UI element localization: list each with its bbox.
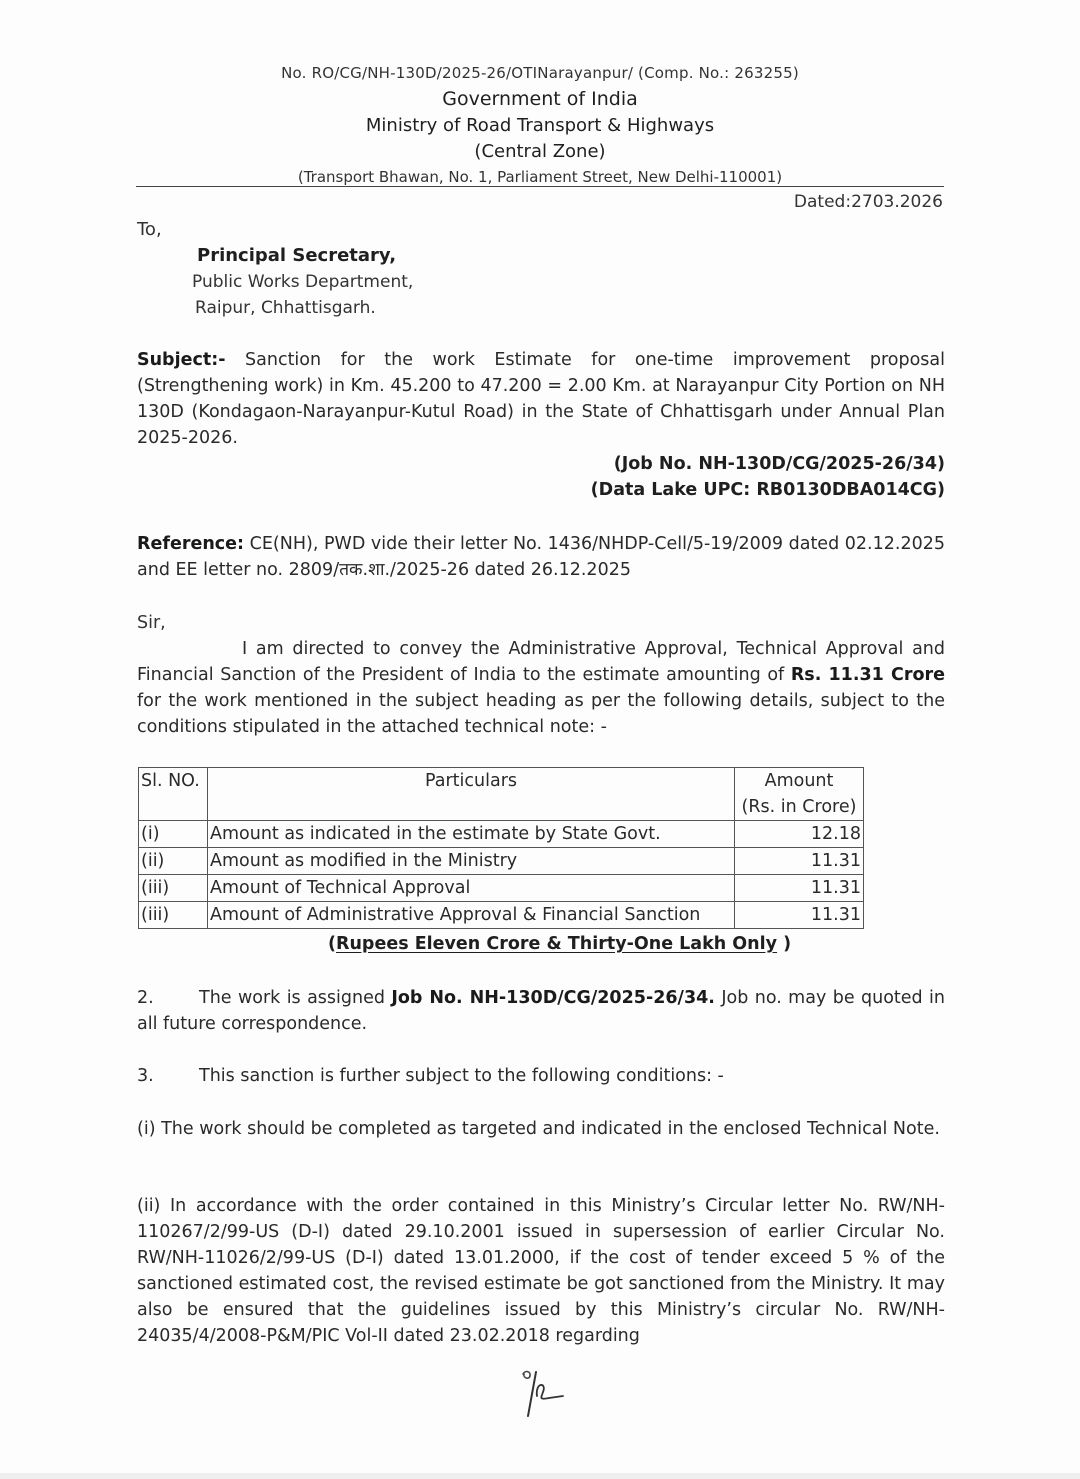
header-sl-no: Sl. NO. bbox=[139, 768, 208, 821]
paragraph-3-number: 3. bbox=[137, 1066, 154, 1086]
subject-data-lake-upc: (Data Lake UPC: RB0130DBA014CG) bbox=[590, 480, 945, 500]
subject-paragraph bbox=[137, 347, 945, 451]
header-zone: (Central Zone) bbox=[474, 141, 606, 162]
subject-text: Sanction for the work Estimate for one-time improvement proposal (Strengthening work) in Km. 45.200 to 47.200 = 2.00 Km. at Narayanpur City Portion on NH 130D (Kondagaon-Narayanpur-Kutul Road) in the State of Chhattisgarh under Annual Plan 2025-2026. bbox=[137, 350, 945, 448]
row-amount: 11.31 bbox=[735, 875, 864, 902]
row-sl-no: (iii) bbox=[139, 875, 208, 902]
paragraph-2-number: 2. bbox=[137, 988, 154, 1008]
table-header-row bbox=[139, 768, 864, 821]
salutation: Sir, bbox=[137, 613, 166, 633]
paragraph-2-before: The work is assigned bbox=[199, 988, 392, 1008]
amount-words-open: ( bbox=[328, 934, 336, 954]
table-row bbox=[139, 821, 864, 848]
row-sl-no: (ii) bbox=[139, 848, 208, 875]
header-particulars: Particulars bbox=[208, 768, 735, 821]
subject-job-number: (Job No. NH-130D/CG/2025-26/34) bbox=[613, 454, 945, 474]
to-label: To, bbox=[137, 219, 162, 240]
header-amount-line1: Amount bbox=[764, 771, 834, 791]
amount-words-text: Rupees Eleven Crore & Thirty-One Lakh Only bbox=[336, 934, 778, 954]
reference-text: CE(NH), PWD vide their letter No. 1436/NHDP-Cell/5-19/2009 dated 02.12.2025 and EE letter no. 2809/तक.शा./2025-26 dated 26.12.2025 bbox=[137, 534, 945, 580]
table-row bbox=[139, 902, 864, 929]
paragraph-2 bbox=[137, 985, 945, 1037]
paragraph-3 bbox=[137, 1063, 945, 1089]
header-amount bbox=[735, 768, 864, 821]
reference-paragraph bbox=[137, 531, 945, 583]
body-intro-after: for the work mentioned in the subject heading as per the following details, subject to the conditions stipulated in the attached technical note: - bbox=[137, 691, 945, 737]
sanction-amount-table bbox=[138, 767, 864, 929]
letter-date bbox=[794, 192, 943, 212]
paragraph-3-text: This sanction is further subject to the following conditions: - bbox=[199, 1066, 724, 1086]
recipient-location: Raipur, Chhattisgarh. bbox=[195, 298, 376, 318]
amount-words-close: ) bbox=[777, 934, 792, 954]
header-government: Government of India bbox=[442, 88, 638, 110]
row-sl-no: (i) bbox=[139, 821, 208, 848]
page-bottom-edge bbox=[0, 1473, 1080, 1479]
reference-label: Reference: bbox=[137, 534, 245, 554]
signature-initials-icon bbox=[515, 1368, 585, 1428]
row-amount: 11.31 bbox=[735, 848, 864, 875]
recipient-designation: Principal Secretary, bbox=[197, 245, 397, 266]
condition-1: (i) The work should be completed as targeted and indicated in the enclosed Technical Note. bbox=[137, 1119, 940, 1139]
dated-label: Dated: bbox=[793, 192, 852, 212]
recipient-department: Public Works Department, bbox=[192, 272, 414, 292]
body-paragraph bbox=[137, 636, 945, 740]
paragraph-2-after: Job no. may be quoted in all future correspondence. bbox=[137, 988, 945, 1034]
table-row bbox=[139, 848, 864, 875]
table-row bbox=[139, 875, 864, 902]
header-ministry: Ministry of Road Transport & Highways bbox=[365, 115, 715, 136]
header-amount-line2: (Rs. in Crore) bbox=[741, 797, 857, 817]
condition-2: (ii) In accordance with the order contained in this Ministry’s Circular letter No. RW/NH-110267/2/99-US (D-I) dated 29.10.2001 issued in supersession of earlier Circular No. RW/NH-11026/2/99-US (D-I) dated 13.01.2000, if the cost of tender exceed 5 % of the sanctioned estimated cost, the revised estimate be got sanctioned from the Ministry. It may also be ensured that the guidelines issued by this Ministry’s circular No. RW/NH-24035/4/2008-P&M/PIC Vol-II dated 23.02.2018 regarding bbox=[137, 1196, 945, 1346]
row-particulars: Amount of Administrative Approval & Financial Sanction bbox=[208, 902, 735, 929]
letter-reference-number: No. RO/CG/NH-130D/2025-26/OTINarayanpur/ (Comp. No.: 263255) bbox=[281, 64, 799, 82]
header-divider bbox=[136, 186, 944, 187]
row-amount: 11.31 bbox=[735, 902, 864, 929]
row-sl-no: (iii) bbox=[139, 902, 208, 929]
row-particulars: Amount as modified in the Ministry bbox=[208, 848, 735, 875]
row-particulars: Amount as indicated in the estimate by State Govt. bbox=[208, 821, 735, 848]
row-amount: 12.18 bbox=[735, 821, 864, 848]
body-sanction-amount: Rs. 11.31 Crore bbox=[790, 665, 946, 685]
header-address: (Transport Bhawan, No. 1, Parliament Street, New Delhi-110001) bbox=[297, 168, 783, 186]
subject-label: Subject:- bbox=[137, 350, 226, 370]
row-particulars: Amount of Technical Approval bbox=[208, 875, 735, 902]
dated-value: 2703.2026 bbox=[851, 192, 943, 212]
amount-in-words bbox=[328, 934, 791, 954]
body-intro-before: I am directed to convey the Administrative Approval, Technical Approval and Financial Sanction of the President of India to the estimate amounting of bbox=[137, 639, 945, 685]
paragraph-2-job-number: Job No. NH-130D/CG/2025-26/34. bbox=[391, 988, 715, 1008]
